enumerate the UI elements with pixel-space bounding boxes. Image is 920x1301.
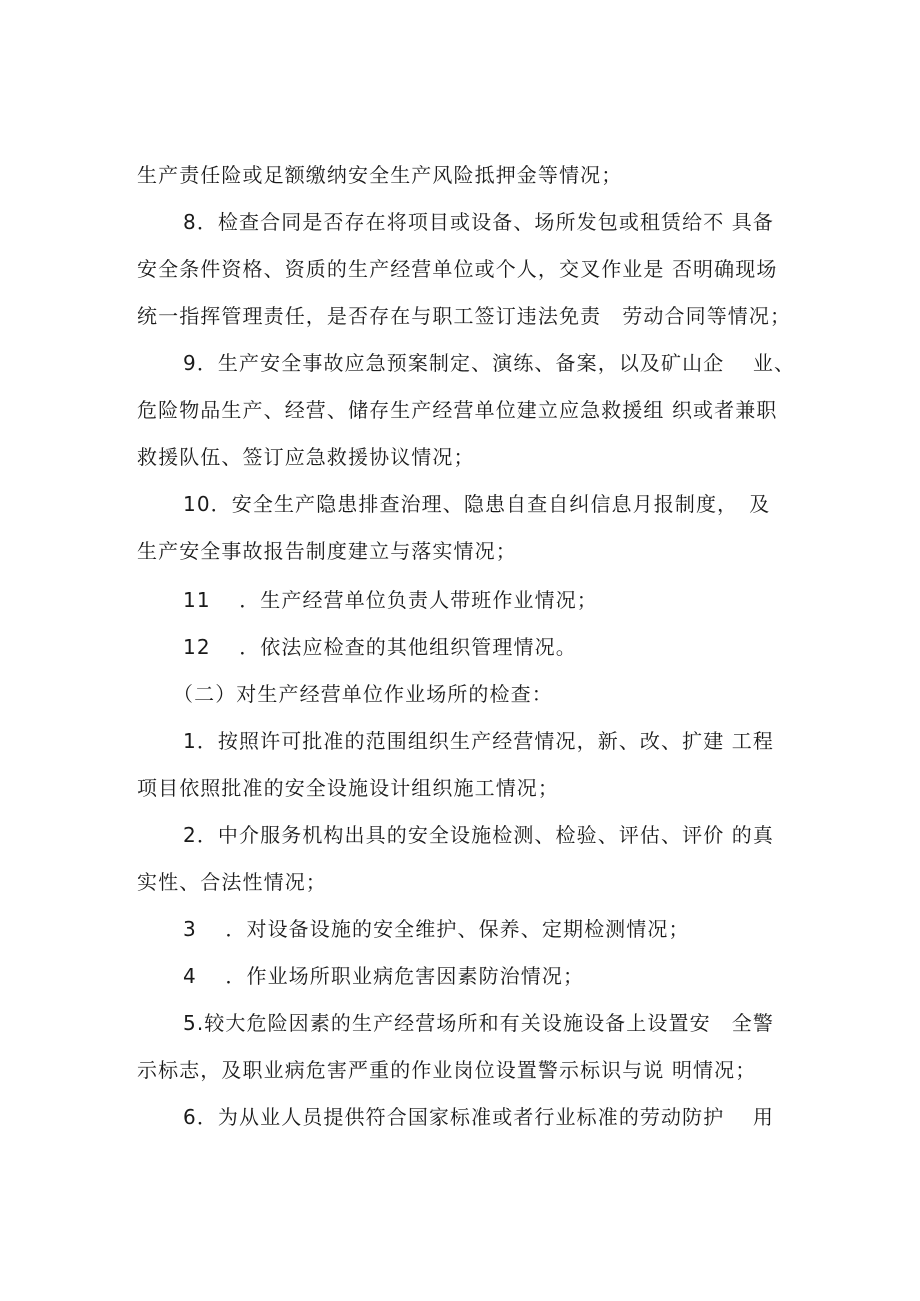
text-line-14: 项目依照批准的安全设施设计组织施工情况； — [137, 776, 559, 800]
text-line-3: 安全条件资格、资质的生产经营单位或个人，交叉作业是 否明确现场 — [137, 257, 778, 281]
text-line-18: 4 ．作业场所职业病危害因素防治情况； — [183, 964, 585, 988]
text-line-7: 救援队伍、签订应急救援协议情况； — [137, 445, 475, 469]
section-heading: （二）对生产经营单位作业场所的检查： — [173, 682, 553, 706]
text-line-9: 生产安全事故报告制度建立与落实情况； — [137, 539, 517, 563]
text-line-1: 生产责任险或足额缴纳安全生产风险抵押金等情况； — [137, 163, 623, 187]
text-line-21: 6．为从业人员提供符合国家标准或者行业标准的劳动防护 用 — [183, 1105, 774, 1129]
text-line-20: 示标志，及职业病危害严重的作业岗位设置警示标识与说 明情况； — [137, 1058, 757, 1082]
text-line-2: 8．检查合同是否存在将项目或设备、场所发包或租赁给不 具备 — [183, 210, 774, 234]
text-line-11: 12 ．依法应检查的其他组织管理情况。 — [183, 635, 577, 659]
text-line-4: 统一指挥管理责任，是否存在与职工签订违法免责 劳动合同等情况； — [137, 304, 792, 328]
text-line-10: 11 ．生产经营单位负责人带班作业情况； — [183, 588, 598, 612]
text-line-19: 5.较大危险因素的生产经营场所和有关设施设备上设置安 全警 — [183, 1011, 774, 1035]
text-line-16: 实性、合法性情况； — [137, 870, 327, 894]
text-line-15: 2．中介服务机构出具的安全设施检测、检验、评估、评价 的真 — [183, 823, 774, 847]
text-line-13: 1．按照许可批准的范围组织生产经营情况，新、改、扩建 工程 — [183, 729, 774, 753]
text-line-6: 危险物品生产、经营、储存生产经营单位建立应急救援组 织或者兼职 — [137, 398, 778, 422]
text-line-17: 3 ．对设备设施的安全维护、保养、定期检测情况； — [183, 917, 690, 941]
text-line-8: 10．安全生产隐患排查治理、隐患自查自纠信息月报制度， 及 — [183, 492, 771, 516]
text-line-5: 9．生产安全事故应急预案制定、演练、备案，以及矿山企 业、 — [183, 351, 796, 375]
